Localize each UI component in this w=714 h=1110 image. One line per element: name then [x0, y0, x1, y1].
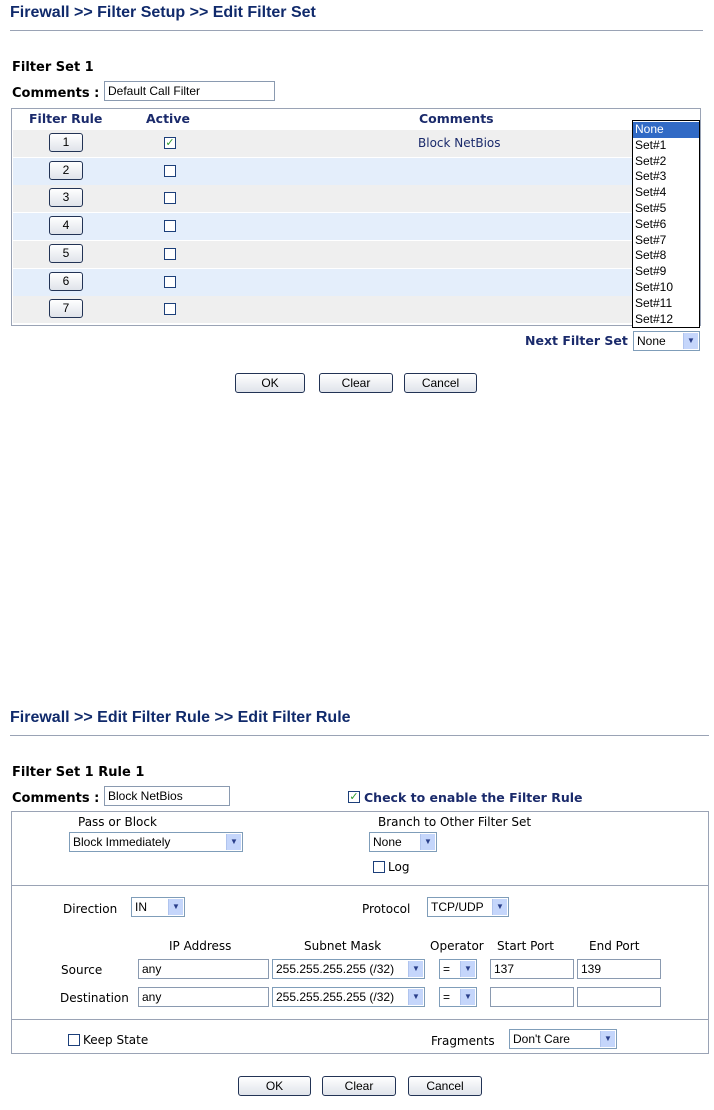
ok-button[interactable]: OK [235, 373, 305, 393]
rule-settings-box [11, 811, 709, 1054]
dropdown-option[interactable]: Set#7 [635, 232, 667, 247]
checkmark-icon: ✓ [349, 790, 359, 803]
filter-rule-button[interactable]: 4 [49, 216, 83, 235]
branch-value: None [373, 835, 402, 849]
header-start-port: Start Port [497, 939, 554, 953]
next-filter-set-value: None [637, 334, 666, 348]
chevron-down-icon[interactable]: ▼ [408, 961, 423, 977]
header-end-port: End Port [589, 939, 640, 953]
filter-rule-button[interactable]: 1 [49, 133, 83, 152]
col-header-active: Active [146, 111, 190, 126]
next-filter-set-dropdown-list[interactable] [632, 120, 700, 328]
destination-operator-value: = [443, 990, 451, 1004]
section-divider-2 [12, 1019, 708, 1020]
col-header-comments: Comments [419, 111, 494, 126]
protocol-value: TCP/UDP [431, 900, 484, 914]
chevron-down-icon[interactable]: ▼ [168, 899, 183, 915]
direction-select[interactable] [131, 897, 185, 917]
dropdown-option[interactable]: Set#4 [635, 185, 667, 200]
rule-page-title: Firewall >> Edit Filter Rule >> Edit Filter Rule [10, 709, 351, 726]
col-header-filter-rule: Filter Rule [29, 111, 103, 126]
table-row [13, 213, 699, 240]
comments-input[interactable]: Default Call Filter [104, 81, 275, 101]
rule-cancel-button[interactable]: Cancel [408, 1076, 482, 1096]
chevron-down-icon[interactable]: ▼ [492, 899, 507, 915]
chevron-down-icon[interactable]: ▼ [420, 834, 435, 850]
filter-rule-button[interactable]: 7 [49, 299, 83, 318]
pass-block-value: Block Immediately [73, 835, 171, 849]
filter-set-label: Filter Set 1 [12, 60, 94, 75]
branch-label: Branch to Other Filter Set [378, 815, 532, 829]
dropdown-option[interactable]: Set#1 [635, 137, 667, 152]
table-row [13, 269, 699, 296]
source-ip-input[interactable]: any [138, 959, 269, 979]
fragments-value: Don't Care [513, 1032, 570, 1046]
filter-rule-button[interactable]: 6 [49, 272, 83, 291]
rule-label: Filter Set 1 Rule 1 [12, 765, 145, 780]
header-subnet-mask: Subnet Mask [304, 939, 382, 953]
log-label: Log [388, 860, 410, 874]
dropdown-option[interactable]: Set#5 [635, 200, 667, 215]
cancel-button[interactable]: Cancel [404, 373, 477, 393]
rule-active-checkbox[interactable] [164, 276, 176, 288]
page-title: Firewall >> Filter Setup >> Edit Filter Set [10, 4, 316, 21]
table-row [13, 185, 699, 212]
chevron-down-icon[interactable]: ▼ [226, 834, 241, 850]
source-mask-select[interactable] [272, 959, 425, 979]
destination-start-port-input[interactable] [490, 987, 574, 1007]
source-operator-select[interactable] [439, 959, 477, 979]
source-label: Source [61, 963, 103, 977]
protocol-label: Protocol [362, 902, 411, 916]
rule-active-checkbox[interactable] [164, 137, 176, 149]
filter-rule-button[interactable]: 5 [49, 244, 83, 263]
keep-state-checkbox[interactable] [68, 1034, 80, 1046]
rule-active-checkbox[interactable] [164, 165, 176, 177]
rule-ok-button[interactable]: OK [238, 1076, 311, 1096]
dropdown-option[interactable]: Set#6 [635, 216, 667, 231]
destination-label: Destination [60, 991, 129, 1005]
next-filter-set-select[interactable] [633, 331, 700, 351]
filter-rule-table [11, 108, 701, 326]
rule-clear-button[interactable]: Clear [322, 1076, 396, 1096]
dropdown-option[interactable]: None [633, 122, 699, 138]
table-row [13, 130, 699, 157]
header-ip-address: IP Address [169, 939, 232, 953]
fragments-select[interactable] [509, 1029, 617, 1049]
table-row [13, 296, 699, 323]
dropdown-option[interactable]: Set#11 [635, 295, 673, 310]
rule-active-checkbox[interactable] [164, 303, 176, 315]
source-operator-value: = [443, 962, 451, 976]
chevron-down-icon[interactable]: ▼ [600, 1031, 615, 1047]
source-start-port-input[interactable]: 137 [490, 959, 574, 979]
log-checkbox[interactable] [373, 861, 385, 873]
table-row [13, 241, 699, 268]
rule-comments-label: Comments : [12, 791, 100, 806]
rule-comment: Block NetBios [418, 136, 501, 150]
protocol-select[interactable] [427, 897, 509, 917]
enable-rule-checkbox[interactable] [348, 791, 360, 803]
section-divider-1 [12, 885, 708, 886]
source-end-port-input[interactable]: 139 [577, 959, 661, 979]
rule-active-checkbox[interactable] [164, 192, 176, 204]
pass-block-select[interactable] [69, 832, 243, 852]
dropdown-option[interactable]: Set#2 [635, 153, 667, 168]
clear-button[interactable]: Clear [319, 373, 393, 393]
destination-ip-input[interactable]: any [138, 987, 269, 1007]
keep-state-label: Keep State [83, 1033, 149, 1047]
header-operator: Operator [430, 939, 484, 953]
dropdown-option[interactable]: Set#10 [635, 279, 674, 294]
table-row [13, 158, 699, 185]
checkmark-icon: ✓ [165, 136, 175, 149]
next-filter-set-label: Next Filter Set [525, 333, 628, 348]
chevron-down-icon[interactable]: ▼ [408, 989, 423, 1005]
branch-select[interactable] [369, 832, 437, 852]
filter-rule-button[interactable]: 3 [49, 188, 83, 207]
dropdown-option[interactable]: Set#3 [635, 169, 667, 184]
rule-comments-input[interactable]: Block NetBios [104, 786, 230, 806]
destination-end-port-input[interactable] [577, 987, 661, 1007]
destination-mask-select[interactable] [272, 987, 425, 1007]
dropdown-option[interactable]: Set#12 [635, 311, 674, 326]
enable-rule-label: Check to enable the Filter Rule [364, 790, 583, 805]
chevron-down-icon[interactable]: ▼ [683, 333, 698, 349]
dropdown-option[interactable]: Set#8 [635, 248, 667, 263]
chevron-down-icon[interactable]: ▼ [460, 989, 475, 1005]
comments-label: Comments : [12, 86, 100, 101]
destination-operator-select[interactable] [439, 987, 477, 1007]
filter-rule-button[interactable]: 2 [49, 161, 83, 180]
direction-label: Direction [63, 902, 118, 916]
rule-active-checkbox[interactable] [164, 248, 176, 260]
pass-block-label: Pass or Block [78, 815, 157, 829]
destination-mask-value: 255.255.255.255 (/32) [276, 990, 395, 1004]
rule-active-checkbox[interactable] [164, 220, 176, 232]
chevron-down-icon[interactable]: ▼ [460, 961, 475, 977]
source-mask-value: 255.255.255.255 (/32) [276, 962, 395, 976]
title-divider [10, 30, 703, 31]
direction-value: IN [135, 900, 147, 914]
dropdown-option[interactable]: Set#9 [635, 264, 667, 279]
rule-title-divider [10, 735, 709, 736]
fragments-label: Fragments [431, 1034, 495, 1048]
